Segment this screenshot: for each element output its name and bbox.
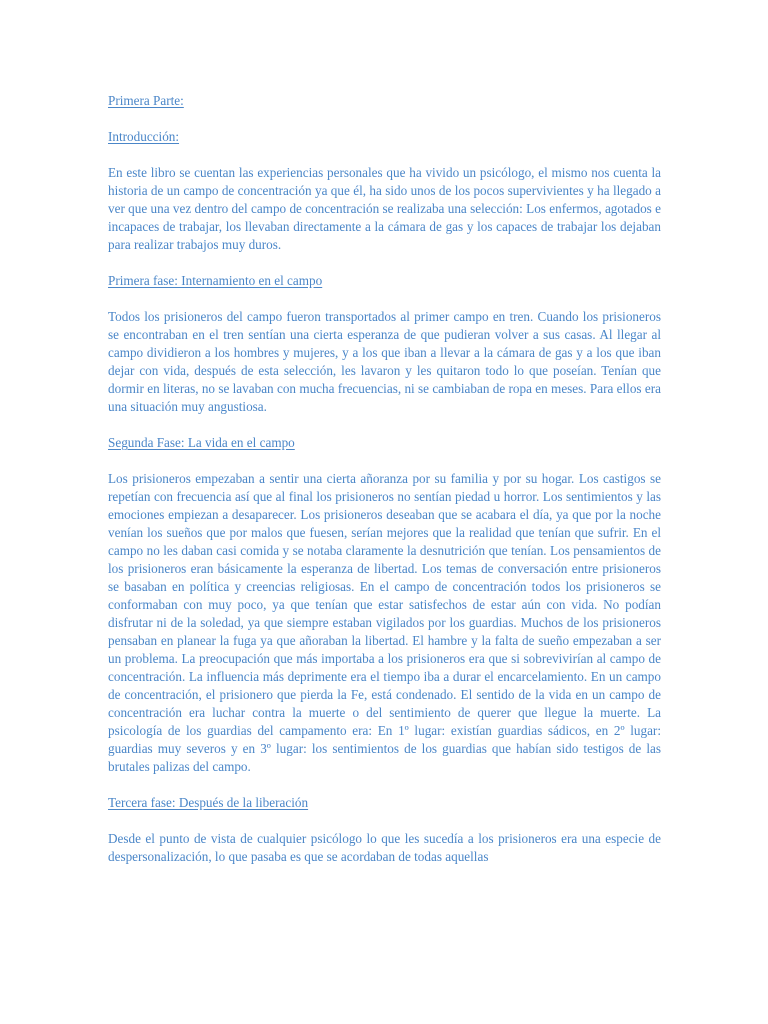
phase1-paragraph: Todos los prisioneros del campo fueron transportados al primer campo en tren. Cuando los prisioneros se encontraban en el tren sentían una cierta esperanza de que pudieran volver a sus casas. Al llegar al campo dividieron a los hombres y mujeres, y a los que iban a llevar a la cámara de gas y a los que iban dejar con vida, después de esta selección, les lavaron y les quitaron todo lo que poseían. Tenían que dormir en literas, no se lavaban con mucha frecuencias, ni se cambiaban de ropa en meses. Para ellos era una situación muy angustiosa.	[108, 309, 661, 414]
phase2-paragraph: Los prisioneros empezaban a sentir una cierta añoranza por su familia y por su hogar. Los castigos se repetían con frecuencia así que al final los prisioneros no sentían piedad u horror. Los sentimientos y las emociones empiezan a desaparecer. Los prisioneros deseaban que se acabara el día, ya que por la noche venían los sueños que por malos que fuesen, serían mejores que la realidad que tenían que sufrir. En el campo no les daban casi comida y se notaba claramente la desnutrición que tenían. Los pensamientos de los prisioneros eran básicamente la esperanza de libertad. Los temas de conversación entre prisioneros se basaban en política y creencias religiosas. En el campo de concentración todos los prisioneros se conformaban con muy poco, ya que tenían que estar satisfechos de estar aún con vida. No podían disfrutar ni de la soledad, ya que siempre estaban vigilados por los guardias. Muchos de los prisioneros pensaban en planear la fuga ya que añoraban la libertad. El hambre y la falta de sueño empezaban a ser un problema. La preocupación que más importaba a los prisioneros era que si sobrevivirían al campo de concentración. La influencia más deprimente era el tiempo iba a durar el encarcelamiento. En un campo de concentración, el prisionero que pierda la Fe, está condenado. El sentido de la vida en un campo de concentración era luchar contra la muerte o del sentimiento de querer que llegue la muerte. La psicología de los guardias del campamento era: En 1º lugar: existían guardias sádicos, en 2º lugar: guardias muy severos y en 3º lugar: los sentimientos de los guardias que habían sido testigos de las brutales palizas del campo.	[108, 471, 661, 774]
phase1-heading: Primera fase: Internamiento en el campo	[108, 273, 323, 288]
document-page	[108, 92, 661, 866]
phase3-paragraph: Desde el punto de vista de cualquier psicólogo lo que les sucedía a los prisioneros era una especie de despersonalización, lo que pasaba es que se acordaban de todas aquellas	[108, 831, 661, 864]
part-title: Primera Parte:	[108, 93, 184, 108]
phase2-heading: Segunda Fase: La vida en el campo	[108, 435, 295, 450]
phase3-heading: Tercera fase: Después de la liberación	[108, 795, 309, 810]
intro-heading: Introducción:	[108, 129, 180, 144]
intro-paragraph: En este libro se cuentan las experiencias personales que ha vivido un psicólogo, el mismo nos cuenta la historia de un campo de concentración ya que él, ha sido unos de los pocos supervivientes y ha llegado a ver que una vez dentro del campo de concentración se realizaba una selección: Los enfermos, agotados e incapaces de trabajar, los llevaban directamente a la cámara de gas y los capaces de trabajar los dejaban para realizar trabajos muy duros.	[108, 165, 661, 252]
